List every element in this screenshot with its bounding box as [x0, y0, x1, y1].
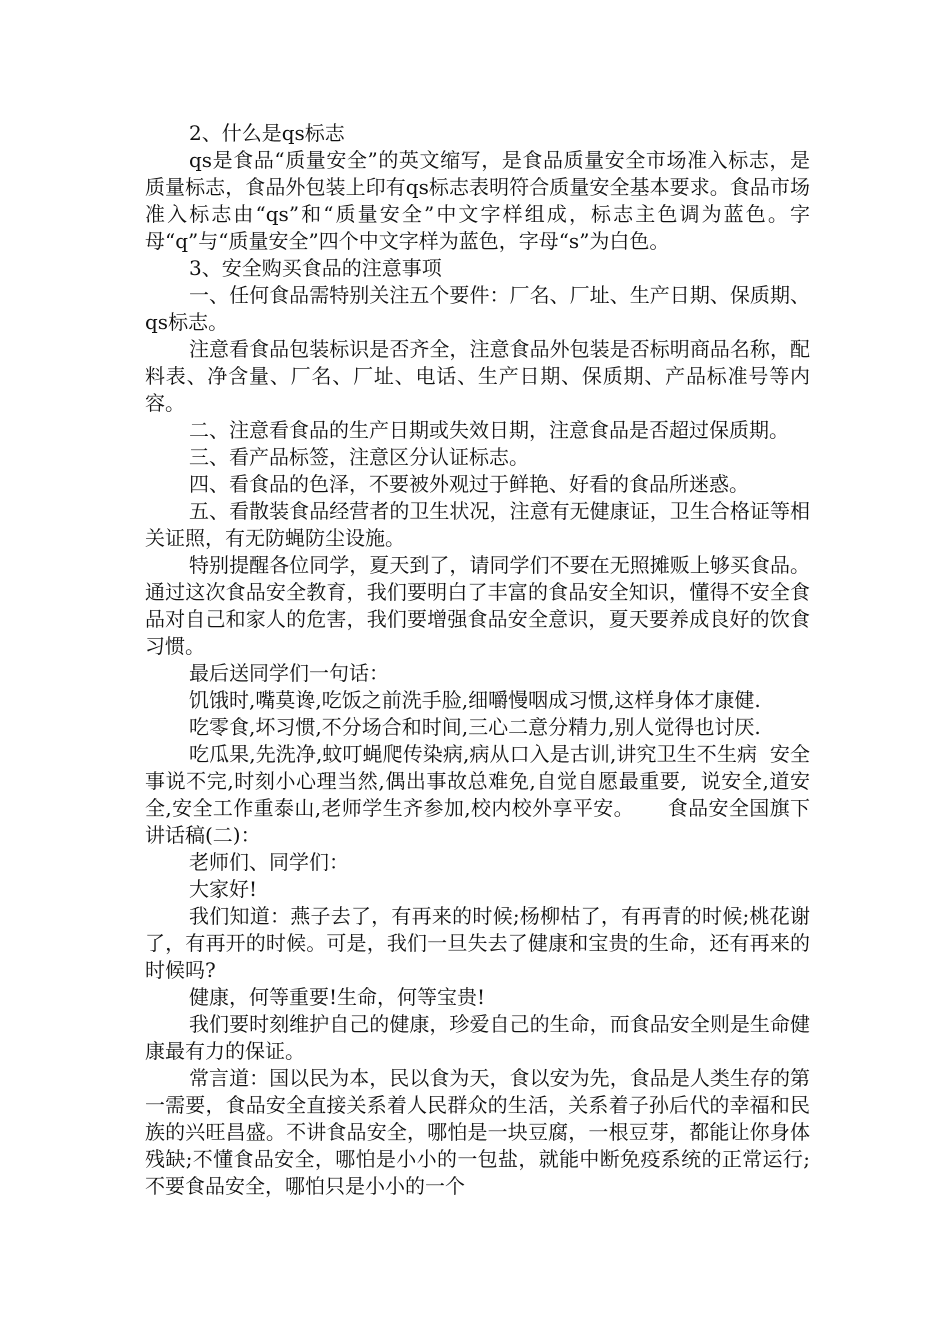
paragraph-proverb: 常言道：国以民为本，民以食为天，食以安为先，食品是人类生存的第一需要，食品安全直接关系着人民群众的生活，关系着子孙后代的幸福和民族的兴旺昌盛。不讲食品安全，哪怕是一块豆腐，一根豆芽，都能让你身体残缺;不懂食品安全，哪怕是小小的一包盐，就能中断免疫系统的正常运行;不要食品安全，哪怕只是小小的一个 — [145, 1066, 810, 1198]
paragraph-greeting-hello: 大家好! — [189, 877, 258, 901]
paragraph-item-one: 一、任何食品需特别关注五个要件：厂名、厂址、生产日期、保质期、qs标志。 — [145, 283, 810, 334]
paragraph-item-three: 三、看产品标签，注意区分认证标志。 — [189, 445, 529, 469]
paragraph-closing-intro: 最后送同学们一句话： — [189, 661, 389, 685]
paragraph-health-life: 健康，何等重要!生命，何等宝贵! — [189, 985, 486, 1009]
heading-safe-buying: 3、安全购买食品的注意事项 — [189, 256, 442, 280]
paragraph-item-four: 四、看食品的色泽，不要被外观过于鲜艳、好看的食品所迷惑。 — [189, 472, 749, 496]
paragraph-rhyme-snacks: 吃零食,坏习惯,不分场合和时间,三心二意分精力,别人觉得也讨厌. — [189, 715, 761, 739]
paragraph-special-reminder: 特别提醒各位同学，夏天到了，请同学们不要在无照摊贩上够买食品。通过这次食品安全教育，我们要明白了丰富的食品安全知识，懂得不安全食品对自己和家人的危害，我们要增强食品安全意识，夏天要养成良好的饮食习惯。 — [145, 553, 810, 658]
paragraph-item-five: 五、看散装食品经营者的卫生状况，注意有无健康证，卫生合格证等相关证照，有无防蝇防尘设施。 — [145, 499, 810, 550]
paragraph-label-check: 注意看食品包装标识是否齐全，注意食品外包装是否标明商品名称，配料表、净含量、厂名、厂址、电话、生产日期、保质期、产品标准号等内容。 — [145, 337, 810, 415]
document-body — [145, 120, 810, 1200]
heading-qs-mark: 2、什么是qs标志 — [189, 121, 345, 145]
paragraph-swallows: 我们知道：燕子去了，有再来的时候;杨柳枯了，有再青的时候;桃花谢了，有再开的时候。可是，我们一旦失去了健康和宝贵的生命，还有再来的时候吗? — [145, 904, 810, 982]
paragraph-rhyme-hunger: 饥饿时,嘴莫谗,吃饭之前洗手脸,细嚼慢咽成习惯,这样身体才康健. — [189, 688, 761, 712]
paragraph-item-two: 二、注意看食品的生产日期或失效日期，注意食品是否超过保质期。 — [189, 418, 789, 442]
paragraph-greeting-teachers: 老师们、同学们： — [189, 850, 349, 874]
paragraph-rhyme-fruit: 吃瓜果,先洗净,蚊叮蝇爬传染病,病从口入是古训,讲究卫生不生病 安全事说不完,时刻小心理当然,偶出事故总难免,自觉自愿最重要, 说安全,道安全,安全工作重泰山,老师学生齐参加,校内校外享平安。 食品安全国旗下讲话稿(二)： — [145, 742, 810, 847]
paragraph-qs-definition: qs是食品“质量安全”的英文缩写，是食品质量安全市场准入标志，是质量标志，食品外包装上印有qs标志表明符合质量安全基本要求。食品市场准入标志由“qs”和“质量安全”中文字样组成，标志主色调为蓝色。字母“q”与“质量安全”四个中文字样为蓝色，字母“s”为白色。 — [145, 148, 810, 253]
paragraph-protect-health: 我们要时刻维护自己的健康，珍爱自己的生命，而食品安全则是生命健康最有力的保证。 — [145, 1012, 810, 1063]
